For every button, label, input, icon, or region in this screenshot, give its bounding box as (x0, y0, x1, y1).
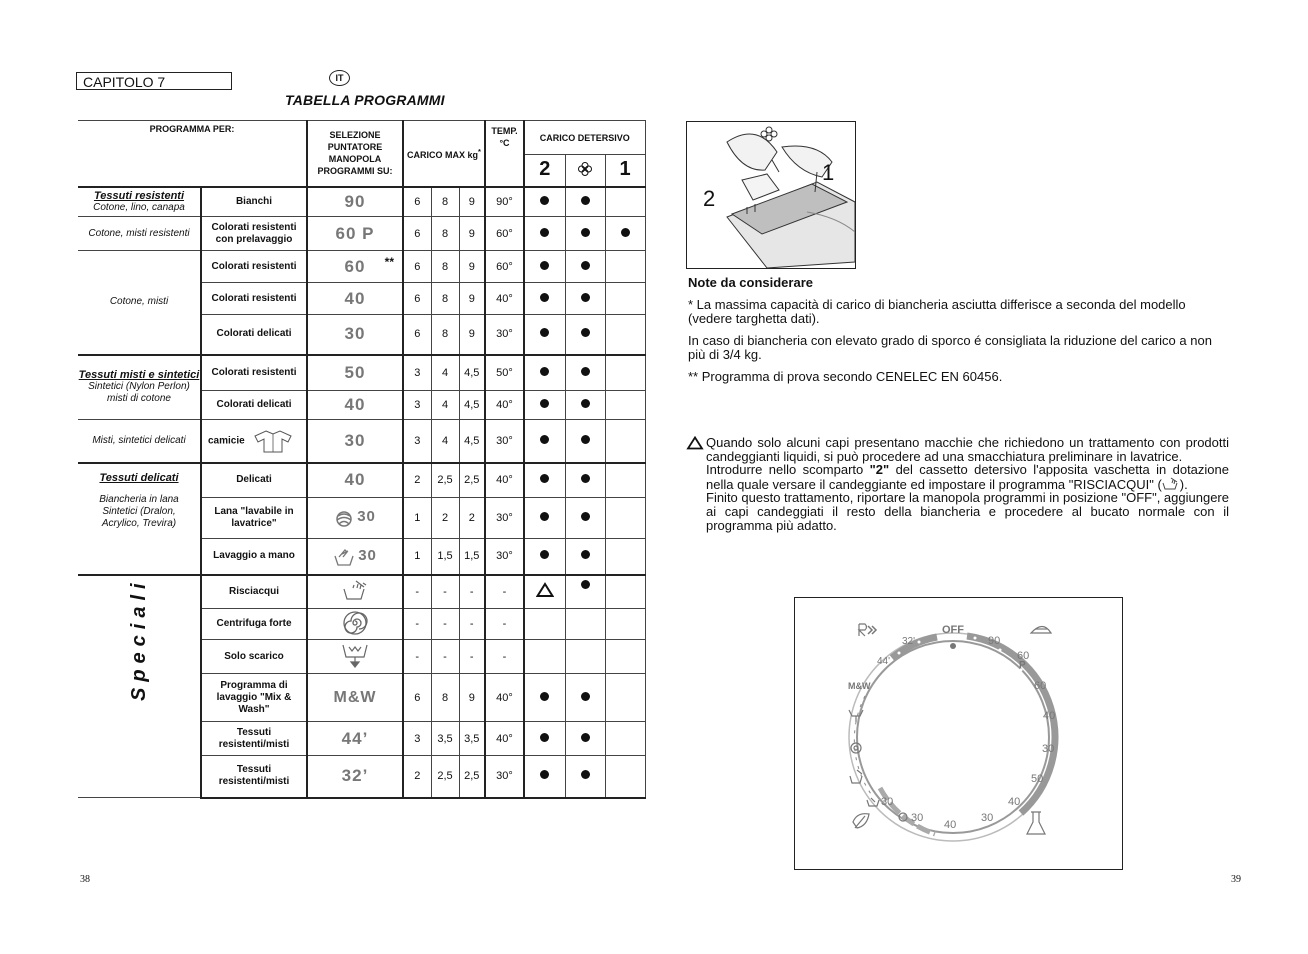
table-row (78, 355, 645, 391)
header-comp-flower (565, 155, 605, 187)
det-cell-1 (605, 217, 645, 251)
load-cell: 8 (431, 217, 459, 251)
temp-cell: 60° (485, 251, 524, 283)
flask-icon (1027, 812, 1045, 834)
dot-marker (581, 261, 590, 270)
row-label: Tessuti resistenti/misti (201, 756, 307, 798)
drain-icon (341, 641, 369, 669)
group-name: Tessuti misti e sintetici (78, 369, 200, 382)
page-number-left: 38 (80, 874, 90, 885)
dial-position-value: 30 (358, 546, 377, 564)
det-cell-flower (565, 609, 605, 640)
det-cell-1 (605, 498, 645, 539)
dot-marker (581, 228, 590, 237)
det-cell-2 (524, 609, 565, 640)
test-program-mark: ** (384, 255, 394, 269)
row-label: Centrifuga forte (201, 609, 307, 640)
row-label: Colorati resistenti (201, 251, 307, 283)
dot-marker (581, 435, 590, 444)
dial-label-60: 60 (1034, 680, 1047, 692)
row-label: Risciacqui (201, 575, 307, 609)
dial-label-30: 30 (911, 812, 924, 824)
load-cell: - (403, 575, 431, 609)
header-carico-mark: * (478, 146, 481, 156)
group-misti-sintetici (78, 420, 201, 463)
detergent-drawer-illustration (686, 121, 856, 269)
det-cell-flower (565, 251, 605, 283)
header-selezione (307, 121, 403, 187)
row-label: Colorati resistenti con prelavaggio (201, 217, 307, 251)
load-cell: 4,5 (459, 420, 485, 463)
dial-position (307, 722, 403, 756)
group-tessuti-delicati (78, 463, 201, 575)
dot-marker (540, 228, 549, 237)
load-cell: 9 (459, 187, 485, 217)
warning-p2-start: Introdurre nello scomparto (706, 462, 870, 478)
shirt-icon (253, 428, 293, 454)
header-comp-2-text: 2 (539, 157, 551, 180)
load-cell: 2,5 (431, 463, 459, 498)
notes-section (688, 276, 1229, 392)
dial-position (307, 674, 403, 722)
row-label: Tessuti resistenti/misti (201, 722, 307, 756)
det-cell-2 (524, 722, 565, 756)
load-cell: 9 (459, 674, 485, 722)
drawer-label-2: 2 (703, 186, 716, 211)
det-cell-2 (524, 674, 565, 722)
dial-position (307, 498, 403, 539)
dial-label-90: 90 (988, 635, 1001, 647)
load-cell: 3,5 (459, 722, 485, 756)
det-cell-1 (605, 391, 645, 420)
dot-marker (540, 261, 549, 270)
load-cell: 3 (403, 391, 431, 420)
det-cell-flower (565, 575, 605, 609)
dial-label-p: P (1019, 660, 1026, 671)
group-name: Tessuti delicati (99, 471, 179, 484)
load-cell: 6 (403, 283, 431, 315)
iron-icon (1031, 627, 1051, 634)
dial-label-40: 40 (1043, 710, 1056, 722)
language-badge: IT (329, 70, 350, 86)
note-dirty-load: In caso di biancheria con elevato grado di sporco é consigliata la riduzione del carico a non più di 3/4 kg. (688, 333, 1212, 362)
page-number-right: 39 (1231, 874, 1241, 885)
temp-cell: 50° (485, 355, 524, 391)
dial-position-value: 40 (344, 288, 366, 308)
dot-marker (621, 228, 630, 237)
group-tessuti-misti (78, 355, 201, 420)
load-cell: 4,5 (459, 391, 485, 420)
det-cell-1 (605, 539, 645, 575)
row-label: Bianchi (201, 187, 307, 217)
dot-marker (540, 399, 549, 408)
load-cell: 3 (403, 420, 431, 463)
det-cell-1 (605, 187, 645, 217)
temp-cell: 90° (485, 187, 524, 217)
dial-position (307, 187, 403, 217)
hand-wash-icon (333, 548, 355, 566)
det-cell-1 (605, 355, 645, 391)
flower-icon (577, 161, 593, 177)
rapid-icon (859, 624, 876, 636)
header-comp-1-text: 1 (619, 157, 631, 180)
det-cell-flower (565, 756, 605, 798)
row-label: Colorati delicati (201, 391, 307, 420)
rinse-icon (342, 579, 368, 601)
dot-marker (540, 692, 549, 701)
dot-marker (540, 550, 549, 559)
group-name: Speciali (128, 577, 150, 702)
dial-label-32: 32' (902, 636, 916, 647)
dial-off-label: OFF (942, 624, 964, 636)
load-cell: 1,5 (459, 539, 485, 575)
dial-position (307, 756, 403, 798)
load-cell: - (431, 575, 459, 609)
row-label: Colorati resistenti (201, 355, 307, 391)
dial-label-mw: M&W (848, 681, 871, 691)
load-cell: 9 (459, 315, 485, 355)
dot-marker (540, 512, 549, 521)
dial-position (307, 391, 403, 420)
load-cell: 4 (431, 355, 459, 391)
det-cell-1 (605, 722, 645, 756)
det-cell-flower (565, 315, 605, 355)
det-cell-flower (565, 420, 605, 463)
dial-position-value: 50 (344, 362, 366, 382)
det-cell-flower (565, 217, 605, 251)
load-cell: 1 (403, 539, 431, 575)
load-cell: 2,5 (459, 463, 485, 498)
dot-marker (581, 196, 590, 205)
load-cell: - (403, 609, 431, 640)
table-row (78, 187, 645, 217)
temp-cell: - (485, 609, 524, 640)
group-subtitle: Cotone, misti (109, 296, 169, 308)
load-cell: 2,5 (459, 756, 485, 798)
dot-marker (540, 770, 549, 779)
row-label: Lana "lavabile in lavatrice" (201, 498, 307, 539)
temp-cell: 40° (485, 463, 524, 498)
header-comp-1 (605, 155, 645, 187)
rinse-icon (1162, 477, 1180, 490)
load-cell: - (459, 609, 485, 640)
dial-label-30: 30 (881, 796, 894, 808)
group-name: Tessuti resistenti (93, 189, 185, 202)
dot-marker (540, 367, 549, 376)
det-cell-2 (524, 251, 565, 283)
warning-p2-compartment: "2" (869, 462, 890, 478)
row-label: Colorati resistenti (201, 283, 307, 315)
load-cell: - (431, 609, 459, 640)
dot-marker (540, 293, 549, 302)
load-cell: 1 (403, 498, 431, 539)
det-cell-1 (605, 420, 645, 463)
load-cell: 8 (431, 315, 459, 355)
temp-cell: 60° (485, 217, 524, 251)
load-cell: 6 (403, 674, 431, 722)
temp-cell: 30° (485, 420, 524, 463)
dial-position (307, 463, 403, 498)
row-label: Colorati delicati (201, 315, 307, 355)
dot-marker (581, 328, 590, 337)
det-cell-1 (605, 463, 645, 498)
table-title: TABELLA PROGRAMMI (285, 92, 445, 108)
group-subtitle: Cotone, misti resistenti (88, 227, 190, 239)
det-cell-2 (524, 539, 565, 575)
header-comp-2 (524, 155, 565, 187)
temp-cell: 40° (485, 391, 524, 420)
header-programma: PROGRAMMA PER: (78, 121, 307, 187)
row-label: Solo scarico (201, 640, 307, 674)
det-cell-flower (565, 463, 605, 498)
temp-cell: 30° (485, 315, 524, 355)
load-cell: - (403, 640, 431, 674)
dial-position (307, 315, 403, 355)
load-cell: 8 (431, 251, 459, 283)
program-table (78, 120, 646, 799)
load-cell: 2 (403, 756, 431, 798)
table-row (78, 420, 645, 463)
dot-marker (581, 512, 590, 521)
load-cell: 9 (459, 283, 485, 315)
dot-marker (581, 367, 590, 376)
group-cotone-misti-resistenti (78, 217, 201, 251)
dial-position (307, 640, 403, 674)
det-cell-2 (524, 756, 565, 798)
dial-position-value: 30 (344, 324, 366, 344)
det-cell-flower (565, 640, 605, 674)
row-label-camicie (201, 420, 307, 463)
det-cell-1 (605, 283, 645, 315)
warning-paragraph-3: Finito questo trattamento, riportare la manopola programmi in posizione "OFF", aggiungere ai capi candeggiati il resto della biancheria e procedere al bucato normale con il programma più adatto. (706, 490, 1229, 533)
dial-position (307, 217, 403, 251)
row-label: camicie (208, 435, 245, 447)
temp-cell: 40° (485, 722, 524, 756)
group-subtitle: Cotone, lino, canapa (93, 201, 185, 213)
load-cell: 2 (459, 498, 485, 539)
header-carico (403, 121, 485, 187)
temp-cell: 30° (485, 539, 524, 575)
drawer-drawing (687, 122, 855, 268)
load-cell: 8 (431, 674, 459, 722)
dot-marker (581, 399, 590, 408)
table-row (78, 575, 645, 609)
load-cell: - (459, 640, 485, 674)
dot-marker (581, 770, 590, 779)
det-cell-flower (565, 498, 605, 539)
header-detersivo: CARICO DETERSIVO (524, 121, 645, 155)
header-temp: TEMP. °C (485, 121, 524, 187)
temp-cell: 40° (485, 674, 524, 722)
det-cell-flower (565, 187, 605, 217)
notes-title: Note da considerare (688, 275, 813, 290)
table-row (78, 251, 645, 283)
dial-label-30: 30 (981, 812, 994, 824)
dial-position (307, 283, 403, 315)
header-carico-text: CARICO MAX kg (407, 149, 479, 160)
dial-label-40: 40 (1008, 796, 1021, 808)
det-cell-2 (524, 640, 565, 674)
dot-marker (581, 550, 590, 559)
load-cell: 2 (403, 463, 431, 498)
dial-position-value: 60 (344, 256, 366, 276)
table-row (78, 463, 645, 498)
table-row (78, 217, 645, 251)
load-cell: 4 (431, 420, 459, 463)
temp-cell: 40° (485, 283, 524, 315)
dial-label-44: 44' (877, 656, 891, 667)
dial-position-value: 30 (357, 508, 376, 526)
det-cell-1 (605, 315, 645, 355)
group-speciali (78, 575, 201, 798)
dot-marker (581, 580, 590, 589)
det-cell-1 (605, 756, 645, 798)
warning-paragraph-2 (686, 463, 1229, 491)
dial-position-value: 30 (344, 430, 366, 450)
load-cell: 3,5 (431, 722, 459, 756)
det-cell-flower (565, 391, 605, 420)
det-cell-flower (565, 674, 605, 722)
load-cell: 8 (431, 283, 459, 315)
det-cell-flower (565, 539, 605, 575)
load-cell: 2,5 (431, 756, 459, 798)
load-cell: - (459, 575, 485, 609)
load-cell: 3 (403, 355, 431, 391)
dot-marker (581, 692, 590, 701)
warning-triangle-icon (686, 436, 704, 450)
det-cell-2 (524, 463, 565, 498)
load-cell: 2 (431, 498, 459, 539)
load-cell: 8 (431, 187, 459, 217)
dot-marker (540, 733, 549, 742)
group-cotone-misti (78, 251, 201, 355)
group-subtitle: Biancheria in lana Sintetici (Dralon, Acrylico, Trevira) (99, 493, 179, 529)
load-cell: 3 (403, 722, 431, 756)
spin-icon (851, 743, 861, 753)
load-cell: 6 (403, 217, 431, 251)
det-cell-2 (524, 391, 565, 420)
temp-cell: - (485, 575, 524, 609)
det-cell-1 (605, 640, 645, 674)
load-cell: 1,5 (431, 539, 459, 575)
warning-triangle-icon (536, 582, 554, 598)
group-subtitle: Sintetici (Nylon Perlon) misti di cotone (88, 381, 190, 405)
load-cell: 9 (459, 217, 485, 251)
load-cell: 9 (459, 251, 485, 283)
wool-icon (334, 510, 354, 528)
load-cell: - (431, 640, 459, 674)
det-cell-flower (565, 283, 605, 315)
dial-position-value: 44’ (341, 728, 369, 748)
dial-position (307, 609, 403, 640)
load-cell: 6 (403, 187, 431, 217)
group-tessuti-resistenti (78, 187, 201, 217)
row-label: Delicati (201, 463, 307, 498)
note-test-program: ** Programma di prova secondo CENELEC EN 60456. (688, 369, 1003, 384)
det-cell-flower (565, 355, 605, 391)
dot-marker (581, 293, 590, 302)
temp-cell: - (485, 640, 524, 674)
load-cell: 6 (403, 251, 431, 283)
chapter-label: CAPITOLO 7 (76, 72, 232, 90)
dial-position-value: 60 P (335, 223, 375, 243)
dial-position (307, 355, 403, 391)
dial-position (307, 420, 403, 463)
load-cell: 4 (431, 391, 459, 420)
warning-p2-end: ). (1179, 476, 1188, 492)
det-cell-1 (605, 674, 645, 722)
det-cell-2 (524, 187, 565, 217)
drawer-label-1: 1 (822, 160, 835, 185)
dial-position-value: 40 (344, 395, 366, 414)
dial-label-50: 50 (1031, 773, 1044, 785)
dot-marker (540, 474, 549, 483)
dial-position (307, 539, 403, 575)
det-cell-2 (524, 315, 565, 355)
dot-marker (581, 474, 590, 483)
temp-cell: 30° (485, 498, 524, 539)
det-cell-1 (605, 251, 645, 283)
det-cell-2 (524, 575, 565, 609)
spin-icon (342, 610, 368, 636)
dot-marker (540, 435, 549, 444)
temp-cell: 30° (485, 756, 524, 798)
row-label: Lavaggio a mano (201, 539, 307, 575)
load-cell: 6 (403, 315, 431, 355)
program-dial-diagram (794, 597, 1123, 870)
dial-position-value: 40 (344, 470, 366, 490)
header-selezione-text: SELEZIONE PUNTATORE MANOPOLA PROGRAMMI SU: (317, 130, 393, 177)
warning-paragraph-1: Quando solo alcuni capi presentano macchie che richiedono un trattamento con prodotti candeggianti liquidi, si può procedere ad una smacchiatura preliminare in lavatrice. (706, 435, 1229, 464)
program-dial (795, 598, 1122, 869)
det-cell-2 (524, 420, 565, 463)
row-label: Programma di lavaggio "Mix & Wash" (201, 674, 307, 722)
eco-leaf-icon (853, 814, 869, 828)
dial-position (307, 575, 403, 609)
dial-label-40: 40 (944, 819, 957, 831)
det-cell-2 (524, 217, 565, 251)
det-cell-2 (524, 355, 565, 391)
dial-position-value: M&W (333, 688, 377, 706)
dial-position (307, 251, 403, 283)
warning-p2-middle: del cassetto detersivo l'apposita vaschetta in dotazione nella quale versare il candeggiante ed impostare il programma "RISCIACQUI" ( (706, 462, 1229, 492)
dial-position-value: 32’ (341, 766, 369, 786)
bleach-warning (686, 436, 1229, 532)
group-subtitle: Misti, sintetici delicati (92, 434, 186, 446)
det-cell-2 (524, 498, 565, 539)
note-capacity: * La massima capacità di carico di biancheria asciutta differisce a seconda del modello (vedere targhetta dati). (688, 297, 1186, 326)
dot-marker (540, 196, 549, 205)
det-cell-1 (605, 575, 645, 609)
dot-marker (540, 328, 549, 337)
dial-position-value: 90 (344, 191, 366, 211)
dial-label-60: 60 (1017, 650, 1030, 662)
det-cell-flower (565, 722, 605, 756)
load-cell: 4,5 (459, 355, 485, 391)
dial-label-30: 30 (1042, 743, 1055, 755)
dot-marker (581, 733, 590, 742)
det-cell-1 (605, 609, 645, 640)
det-cell-2 (524, 283, 565, 315)
